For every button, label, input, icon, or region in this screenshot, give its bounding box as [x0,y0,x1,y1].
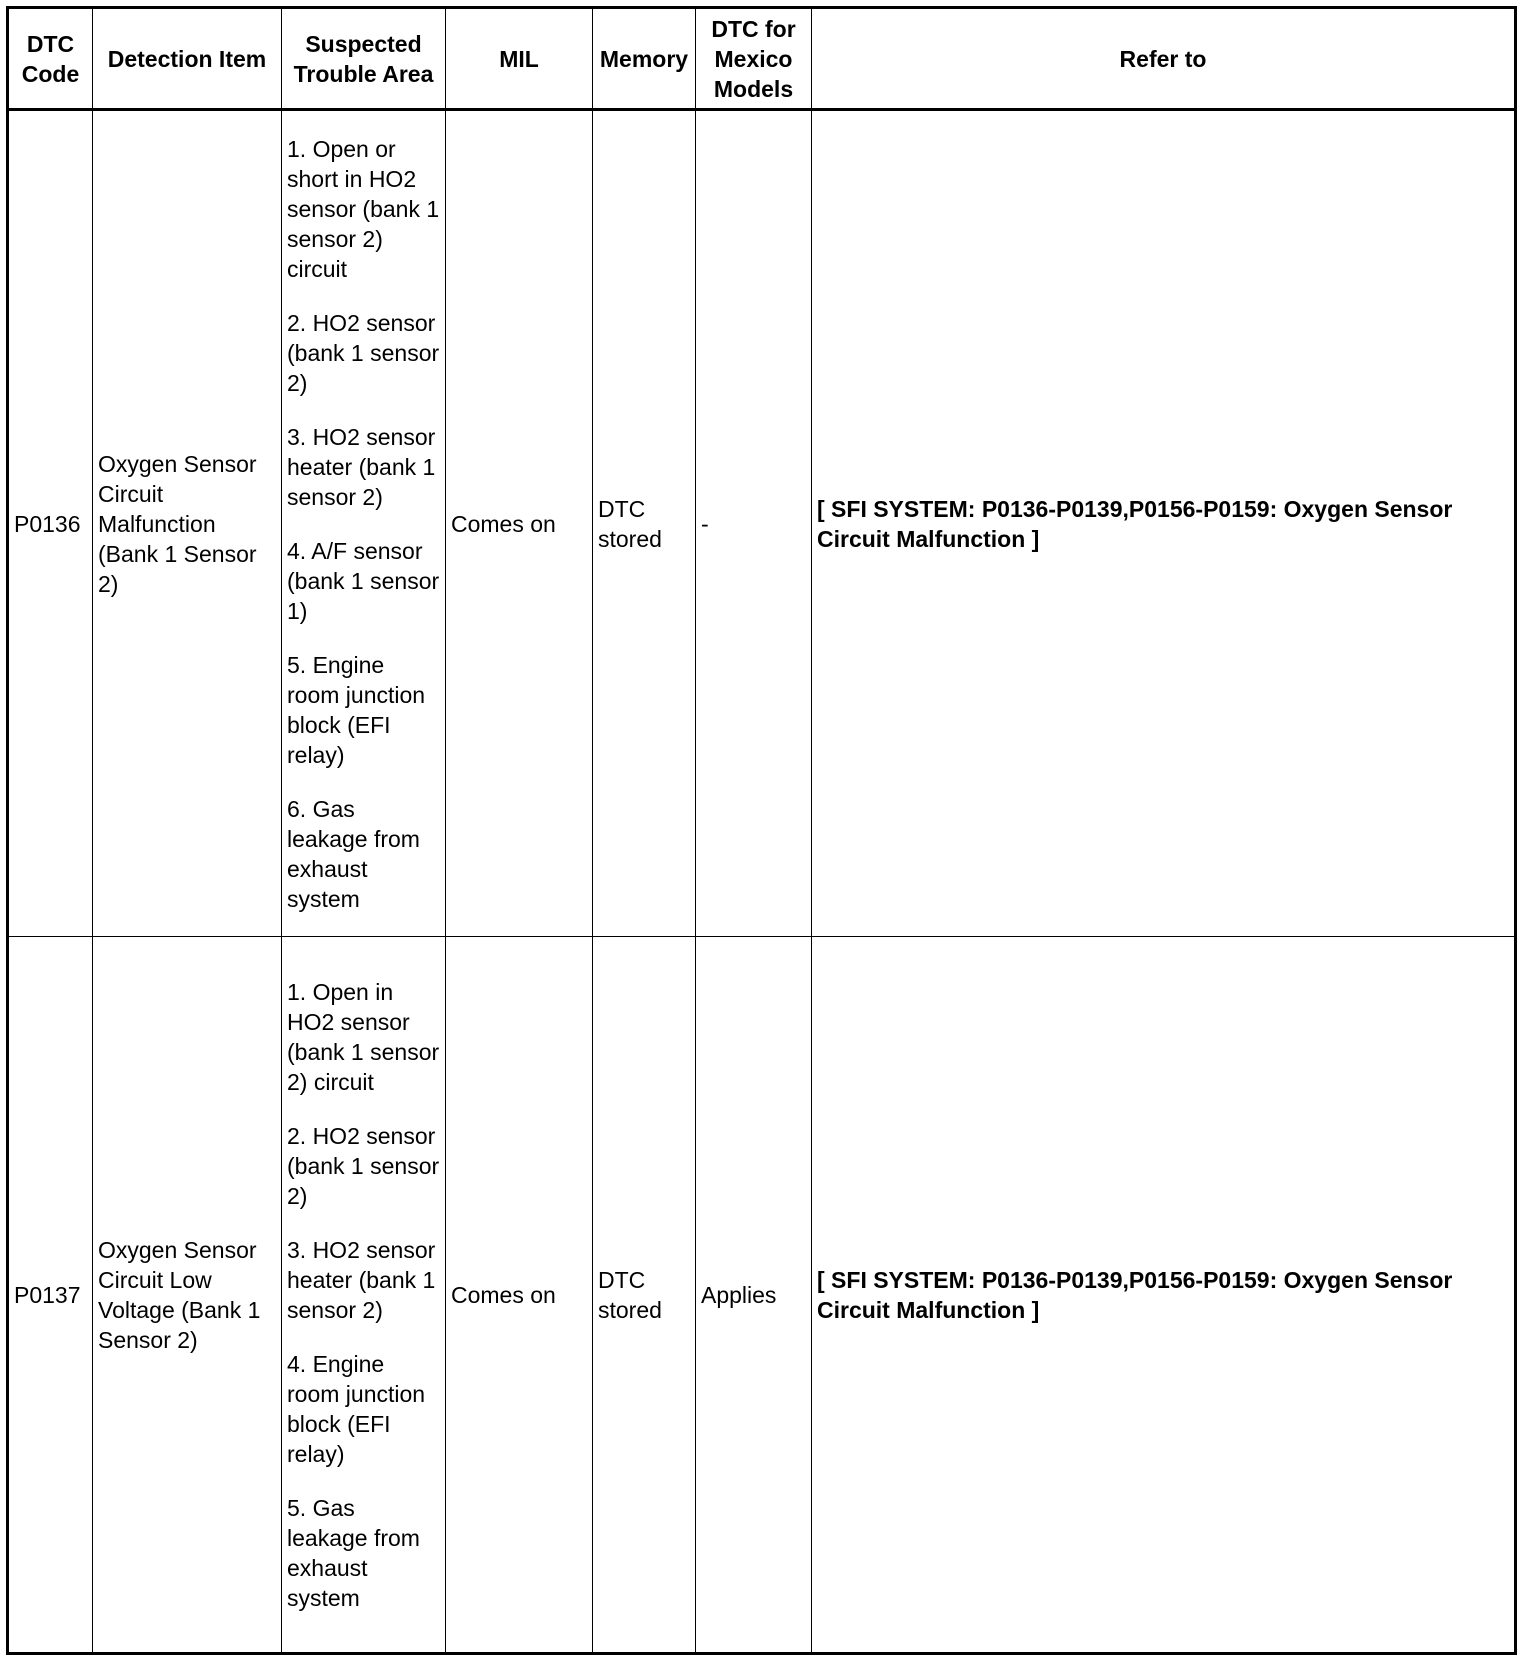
header-mil: MIL [446,8,593,110]
trouble-area-item: 2. HO2 sensor (bank 1 sensor 2) [287,309,440,396]
refer-to-link[interactable]: [ SFI SYSTEM: P0136-P0139,P0156-P0159: Oxygen Sensor Circuit Malfunction ] [812,110,1516,937]
trouble-area-item: 1. Open in HO2 sensor (bank 1 sensor 2) circuit [287,978,440,1095]
header-detection-item: Detection Item [93,8,282,110]
trouble-area-item: 5. Engine room junction block (EFI relay) [287,651,426,768]
mexico-cell: - [696,110,812,937]
detection-item-cell: Oxygen Sensor Circuit Malfunction (Bank 1 Sensor 2) [93,110,282,937]
memory-cell: DTC stored [593,937,696,1654]
header-memory: Memory [593,8,696,110]
dtc-table [6,6,1517,1655]
trouble-area-item: 4. Engine room junction block (EFI relay) [287,1350,426,1467]
trouble-area-item: 5. Gas leakage from exhaust system [287,1494,420,1611]
trouble-area-item: 4. A/F sensor (bank 1 sensor 1) [287,537,440,624]
header-refer-to: Refer to [812,8,1516,110]
header-row [8,8,1516,110]
header-dtc-for-mexico: DTC for Mexico Models [696,8,812,110]
suspected-area-cell [282,937,446,1654]
suspected-area-cell [282,110,446,937]
header-suspected-trouble-area: Suspected Trouble Area [282,8,446,110]
table-row [8,110,1516,937]
trouble-area-item: 3. HO2 sensor heater (bank 1 sensor 2) [287,1236,436,1323]
table-row [8,937,1516,1654]
dtc-code-cell: P0137 [8,937,93,1654]
refer-to-link[interactable]: [ SFI SYSTEM: P0136-P0139,P0156-P0159: Oxygen Sensor Circuit Malfunction ] [812,937,1516,1654]
trouble-area-item: 2. HO2 sensor (bank 1 sensor 2) [287,1122,440,1209]
dtc-code-cell: P0136 [8,110,93,937]
trouble-area-item: 6. Gas leakage from exhaust system [287,795,420,912]
trouble-area-item: 3. HO2 sensor heater (bank 1 sensor 2) [287,423,436,510]
trouble-area-item: 1. Open or short in HO2 sensor (bank 1 sensor 2) circuit [287,135,440,282]
mil-cell: Comes on [446,937,593,1654]
memory-cell: DTC stored [593,110,696,937]
detection-item-cell: Oxygen Sensor Circuit Low Voltage (Bank 1 Sensor 2) [93,937,282,1654]
header-dtc-code: DTC Code [8,8,93,110]
mil-cell: Comes on [446,110,593,937]
mexico-cell: Applies [696,937,812,1654]
